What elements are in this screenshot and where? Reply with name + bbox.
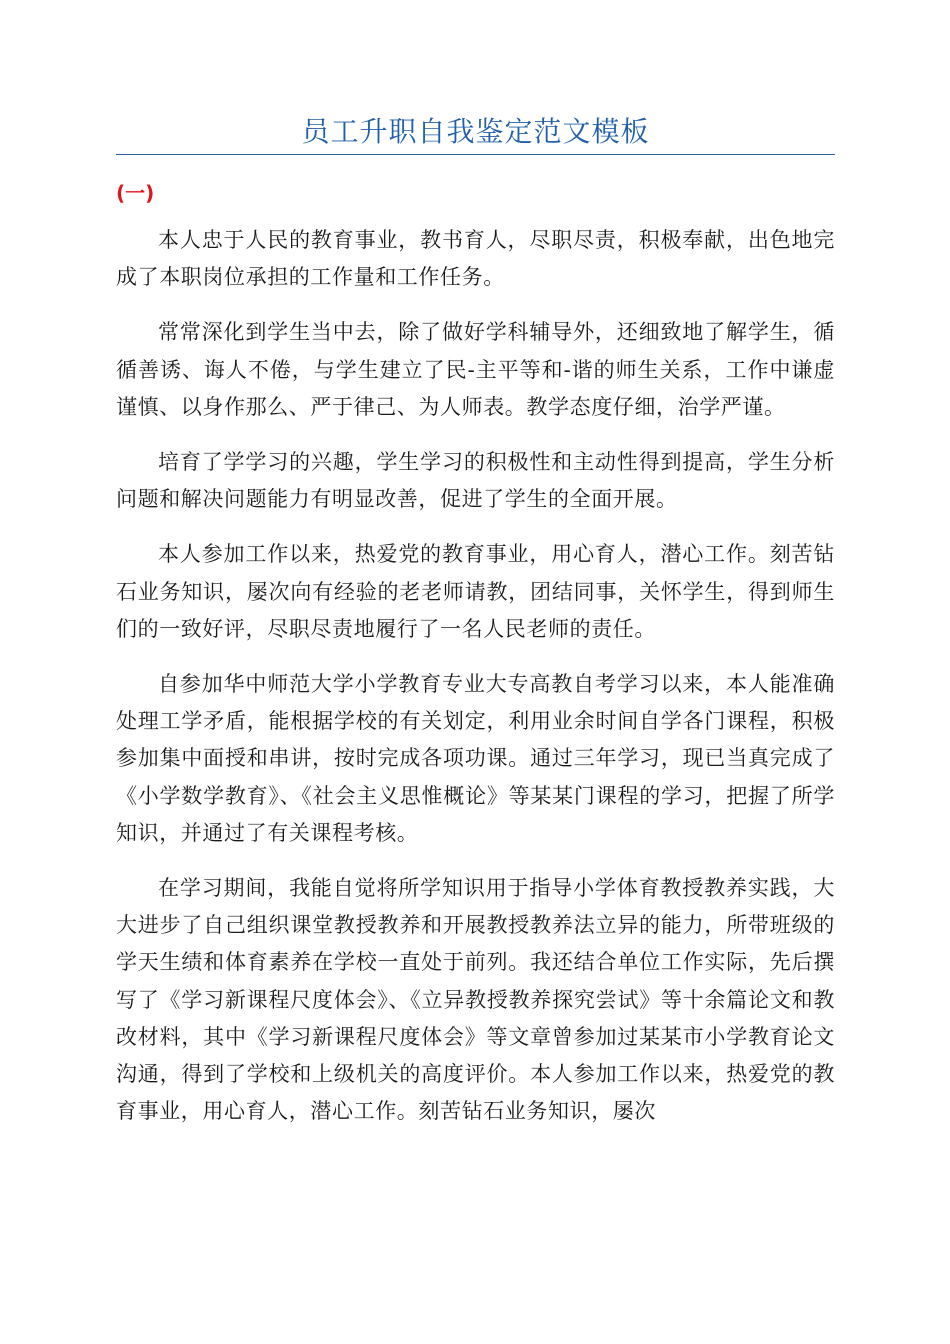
section-label: (一) (116, 181, 155, 205)
paragraph: 培育了学学习的兴趣，学生学习的积极性和主动性得到提高，学生分析问题和解决问题能力有明显改善，促进了学生的全面开展。 (116, 450, 835, 512)
paragraph: 本人参加工作以来，热爱党的教育事业，用心育人，潜心工作。刻苦钻石业务知识，屡次向有经验的老老师请教，团结同事，关怀学生，得到师生们的一致好评，尽职尽责地履行了一名人民老师的责任。 (116, 542, 835, 641)
paragraph: 本人忠于人民的教育事业，教书育人，尽职尽责，积极奉献，出色地完成了本职岗位承担的工作量和工作任务。 (116, 228, 835, 290)
title-underline (116, 154, 835, 155)
paragraph: 在学习期间，我能自觉将所学知识用于指导小学体育教授教养实践，大大进步了自己组织课堂教授教养和开展教授教养法立异的能力，所带班级的学天生绩和体育素养在学校一直处于前列。我还结合单位工作实际，先后撰写了《学习新课程尺度体会》、《立异教授教养探究尝试》等十余篇论文和教改材料，其中《学习新课程尺度体会》等文章曾参加过某某市小学教育论文沟通，得到了学校和上级机关的高度评价。本人参加工作以来，热爱党的教育事业，用心育人，潜心工作。刻苦钻石业务知识，屡次 (116, 876, 835, 1124)
document-body (116, 222, 835, 1148)
paragraph: 自参加华中师范大学小学教育专业大专高教自考学习以来，本人能准确处理工学矛盾，能根据学校的有关划定，利用业余时间自学各门课程，积极参加集中面授和串讲，按时完成各项功课。通过三年学习，现已当真完成了《小学数学教育》、《社会主义思惟概论》等某某门课程的学习，把握了所学知识，并通过了有关课程考核。 (116, 672, 835, 845)
paragraph: 常常深化到学生当中去，除了做好学科辅导外，还细致地了解学生，循循善诱、诲人不倦，与学生建立了民-主平等和-谐的师生关系，工作中谦虚谨慎、以身作那么、严于律己、为人师表。教学态度仔细，治学严谨。 (116, 320, 835, 419)
document-title: 员工升职自我鉴定范文模板 (301, 115, 650, 148)
